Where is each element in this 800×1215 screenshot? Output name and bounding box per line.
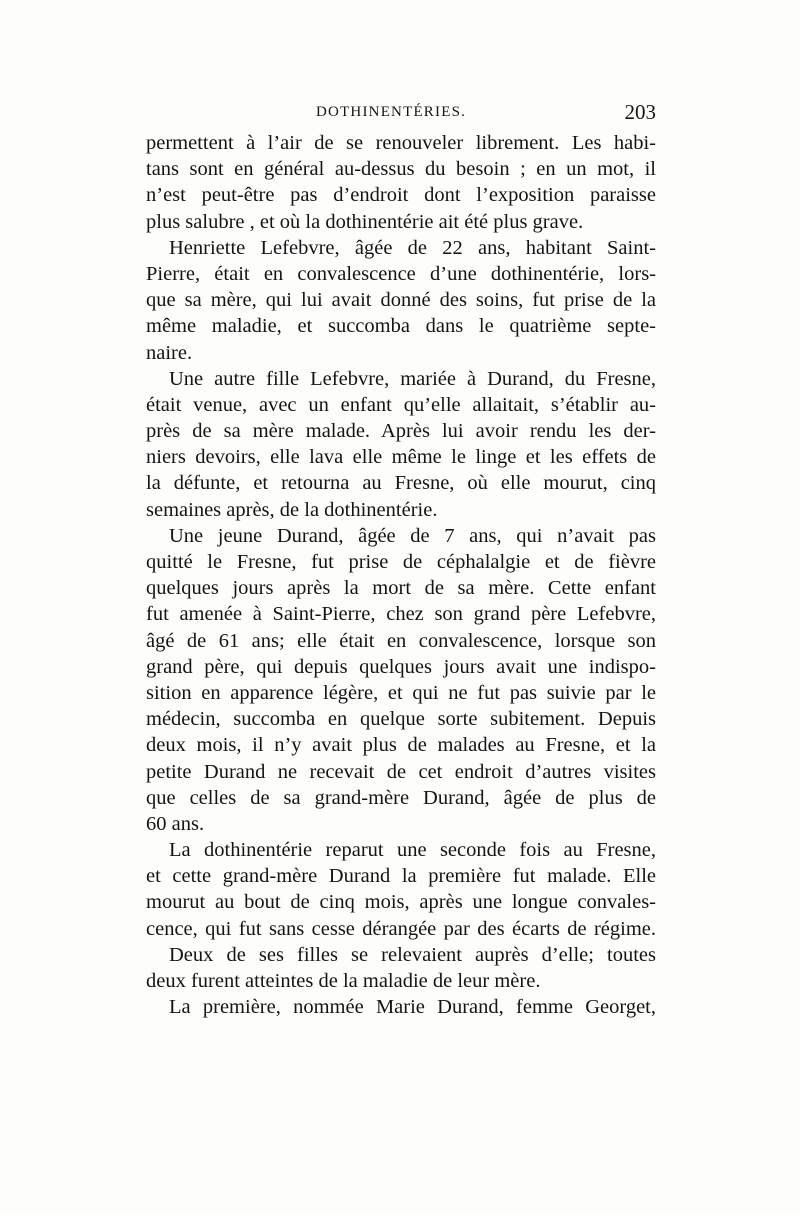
text-line: Une jeune Durand, âgée de 7 ans, qui n’avait pas bbox=[169, 524, 656, 547]
text-line: semaines après, de la dothinentérie. bbox=[146, 498, 438, 521]
text-line: quitté le Fresne, fut prise de céphalalgie et de fièvre bbox=[146, 551, 656, 573]
text-line: La première, nommée Marie Durand, femme Georget, bbox=[169, 996, 656, 1019]
text-line: et cette grand-mère Durand la première fut malade. Elle bbox=[146, 865, 656, 888]
text-line: grand père, qui depuis quelques jours avait une indispo- bbox=[146, 655, 656, 678]
page-number: 203 bbox=[624, 100, 656, 124]
text-line: petite Durand ne recevait de cet endroit d’autres visites bbox=[146, 760, 656, 783]
text-line: même maladie, et succomba dans le quatrième septe- bbox=[146, 315, 656, 338]
text-line: n’est peut-être pas d’endroit dont l’exposition paraisse bbox=[146, 184, 656, 207]
text-line: 60 ans. bbox=[146, 812, 205, 835]
text-line: niers devoirs, elle lava elle même le linge et les effets de bbox=[146, 446, 656, 469]
text-line: près de sa mère malade. Après lui avoir rendu les der- bbox=[146, 420, 656, 443]
text-line: La dothinentérie reparut une seconde fois au Fresne, bbox=[169, 839, 656, 862]
text-line: deux mois, il n’y avait plus de malades au Fresne, et la bbox=[146, 734, 656, 757]
text-line: fut amenée à Saint-Pierre, chez son grand père Lefebvre, bbox=[146, 603, 656, 626]
text-line: médecin, succomba en quelque sorte subitement. Depuis bbox=[146, 708, 656, 731]
running-title: DOTHINENTÉRIES. bbox=[316, 104, 467, 120]
text-line: deux furent atteintes de la maladie de leur mère. bbox=[146, 970, 541, 992]
running-head bbox=[146, 100, 656, 126]
text-line: était venue, avec un enfant qu’elle allaitait, s’établir au- bbox=[146, 393, 656, 416]
text-line: Henriette Lefebvre, âgée de 22 ans, habitant Saint- bbox=[169, 236, 656, 259]
text-line: la défunte, et retourna au Fresne, où elle mourut, cinq bbox=[146, 472, 656, 495]
text-line: que sa mère, qui lui avait donné des soins, fut prise de la bbox=[146, 289, 656, 312]
text-line: naire. bbox=[146, 341, 193, 364]
text-line: Deux de ses filles se relevaient auprès d’elle; toutes bbox=[169, 943, 656, 966]
body-text bbox=[146, 130, 656, 1020]
text-line: permettent à l’air de se renouveler librement. Les habi- bbox=[146, 132, 656, 154]
text-line: Pierre, était en convalescence d’une dothinentérie, lors- bbox=[146, 262, 656, 285]
text-line: quelques jours après la mort de sa mère. Cette enfant bbox=[146, 577, 656, 600]
text-line: âgé de 61 ans; elle était en convalescence, lorsque son bbox=[146, 629, 656, 652]
text-line: que celles de sa grand-mère Durand, âgée de plus de bbox=[146, 786, 656, 809]
text-line: Une autre fille Lefebvre, mariée à Durand, du Fresne, bbox=[169, 367, 656, 390]
text-line: mourut au bout de cinq mois, après une longue convales- bbox=[146, 891, 656, 914]
text-line: sition en apparence légère, et qui ne fut pas suivie par le bbox=[146, 681, 656, 704]
text-line: plus salubre , et où la dothinentérie ait été plus grave. bbox=[146, 210, 584, 233]
text-line: tans sont en général au-dessus du besoin ; en un mot, il bbox=[146, 158, 656, 181]
text-line: cence, qui fut sans cesse dérangée par des écarts de régime. bbox=[146, 917, 656, 940]
